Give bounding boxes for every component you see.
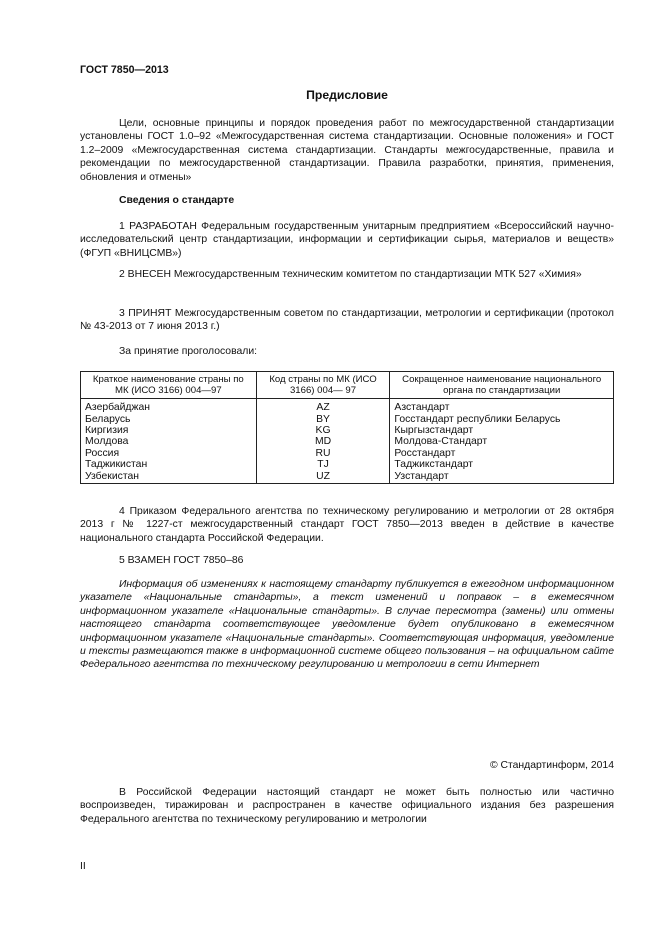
info-paragraph: Информация об изменениях к настоящему стандарту публикуется в ежегодном информационном указателе «Национальные стандарты», а текст изменений и поправок – в ежемесячном информационном указателе «Национальные стандарты». В случае пересмотра (замены) или отмены настоящего стандарта соответствующее уведомление будет опубликовано в ежемесячном информационном указателе «Национальные стандарты». Соответствующая информация, уведомление и тексты размещаются также в информационной системе общего пользования – на официальном сайте Федерального агентства по техническому регулированию и метрологии в сети Интернет xyxy=(80,579,614,671)
table-row xyxy=(81,425,614,436)
item-2-paragraph: 2 ВНЕСЕН Межгосударственным техническим комитетом по стандартизации МТК 527 «Химия» xyxy=(119,269,582,280)
item-1-paragraph: 1 РАЗРАБОТАН Федеральным государственным унитарным предприятием «Всероссийский научно-исследовательский центр стандартизации, информации и сертификации сырья, материалов и веществ» (ФГУП «ВНИЦСМВ») xyxy=(80,221,614,259)
column-header-country: Краткое наименование страны по МК (ИСО 3166) 004—97 xyxy=(81,372,257,399)
body-cell: Таджикстандарт xyxy=(390,459,614,470)
code-cell: RU xyxy=(256,448,390,459)
table-row xyxy=(81,436,614,447)
table-row xyxy=(81,448,614,459)
country-cell: Россия xyxy=(81,448,257,459)
notice-paragraph: В Российской Федерации настоящий стандарт не может быть полностью или частично воспроизведен, тиражирован и распространен в качестве официального издания без разрешения Федерального агентства по техническому регулированию и метрологии xyxy=(80,787,614,825)
column-header-code: Код страны по МК (ИСО 3166) 004— 97 xyxy=(256,372,390,399)
copyright: © Стандартинформ, 2014 xyxy=(489,760,614,771)
table-row xyxy=(81,399,614,414)
page-title: Предисловие xyxy=(306,88,388,102)
code-cell: TJ xyxy=(256,459,390,470)
body-cell: Молдова-Стандарт xyxy=(390,436,614,447)
country-cell: Киргизия xyxy=(81,425,257,436)
table-row xyxy=(81,471,614,484)
section-subheading: Сведения о стандарте xyxy=(119,195,235,206)
item-5-paragraph: 5 ВЗАМЕН ГОСТ 7850–86 xyxy=(119,555,244,566)
code-cell: UZ xyxy=(256,471,390,484)
body-cell: Росстандарт xyxy=(390,448,614,459)
document-header: ГОСТ 7850—2013 xyxy=(80,64,169,76)
table-row xyxy=(81,459,614,470)
intro-paragraph: Цели, основные принципы и порядок проведения работ по межгосударственной стандартизации установлены ГОСТ 1.0–92 «Межгосударственная система стандартизации. Основные положения» и ГОСТ 1.2–2009 «Межгосударственная система стандартизации. Стандарты межгосударственные, правила и рекомендации по межгосударственной стандартизации. Правила разработки, принятия, применения, обновления и отмены» xyxy=(80,118,614,183)
code-cell: MD xyxy=(256,436,390,447)
column-header-body: Сокращенное наименование национального органа по стандартизации xyxy=(390,372,614,399)
body-cell: Госстандарт республики Беларусь xyxy=(390,414,614,425)
code-cell: BY xyxy=(256,414,390,425)
body-cell: Азстандарт xyxy=(390,399,614,414)
body-cell: Кыргызстандарт xyxy=(390,425,614,436)
table-row xyxy=(81,414,614,425)
item-3-paragraph: 3 ПРИНЯТ Межгосударственным советом по стандартизации, метрологии и сертификации (протокол № 43-2013 от 7 июня 2013 г.) xyxy=(80,308,614,333)
country-cell: Азербайджан xyxy=(81,399,257,414)
country-cell: Узбекистан xyxy=(81,471,257,484)
code-cell: AZ xyxy=(256,399,390,414)
country-cell: Молдова xyxy=(81,436,257,447)
code-cell: KG xyxy=(256,425,390,436)
body-cell: Узстандарт xyxy=(390,471,614,484)
country-cell: Беларусь xyxy=(81,414,257,425)
voting-table xyxy=(80,371,614,484)
table-header-row xyxy=(81,372,614,399)
page-number: II xyxy=(80,861,86,872)
item-4-paragraph: 4 Приказом Федерального агентства по техническому регулированию и метрологии от 28 октября 2013 г № 1227-ст межгосударственный стандарт ГОСТ 7850—2013 введен в действие в качестве национального стандарта Российской Федерации. xyxy=(80,506,614,544)
country-cell: Таджикистан xyxy=(81,459,257,470)
voted-label: За принятие проголосовали: xyxy=(119,346,258,357)
